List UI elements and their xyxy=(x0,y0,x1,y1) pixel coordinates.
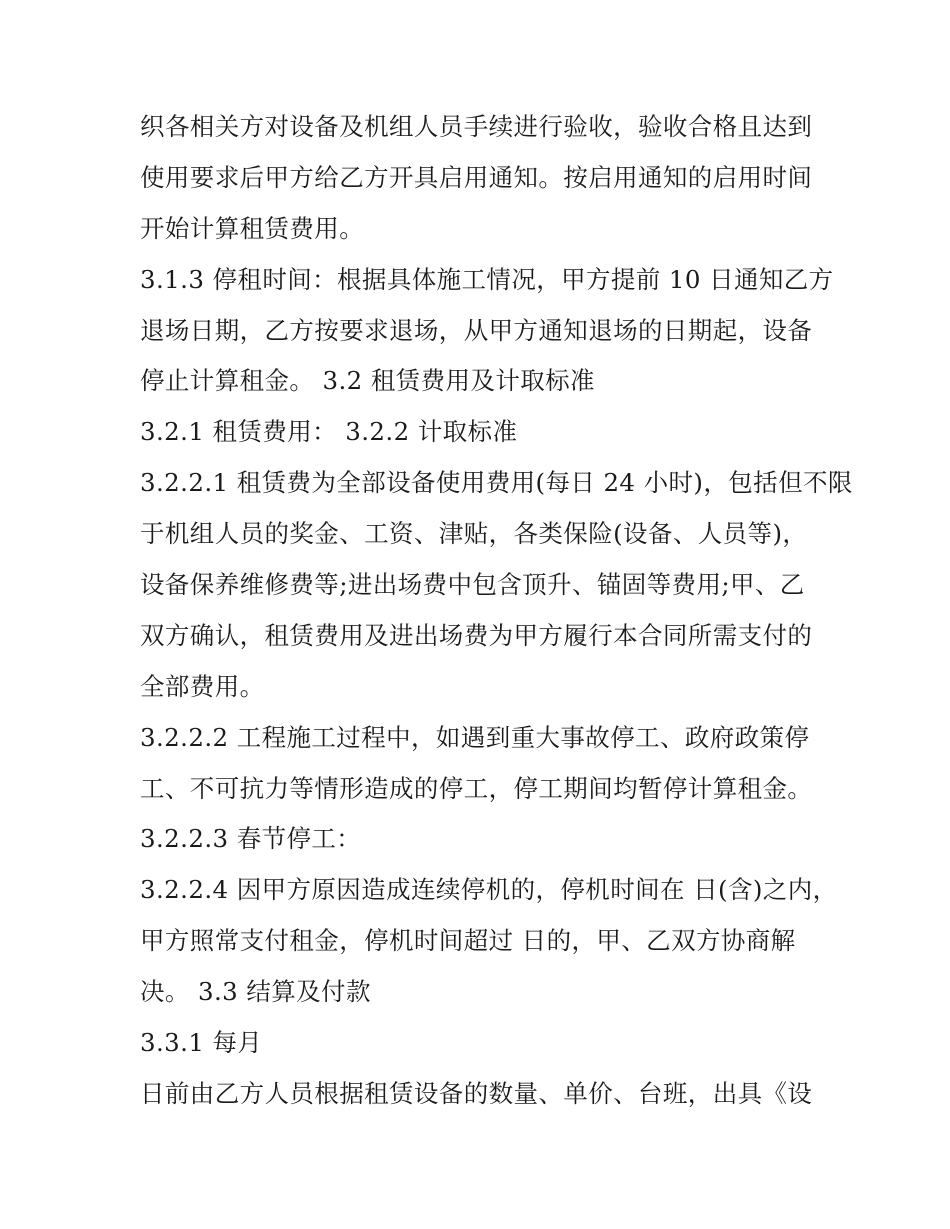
text-line: 决。 3.3 结算及付款 xyxy=(140,977,371,1007)
contract-body-text xyxy=(140,102,853,1120)
text-line: 3.2.2.1 租赁费为全部设备使用费用(每日 24 小时)，包括但不限 xyxy=(140,468,853,498)
text-line: 3.2.2.3 春节停工： xyxy=(140,824,362,854)
text-line: 使用要求后甲方给乙方开具启用通知。按启用通知的启用时间 xyxy=(140,162,813,192)
text-line: 3.2.1 租赁费用： 3.2.2 计取标准 xyxy=(140,417,518,447)
text-line: 工、不可抗力等情形造成的停工，停工期间均暂停计算租金。 xyxy=(140,773,813,803)
text-line: 日前由乙方人员根据租赁设备的数量、单价、台班，出具《设 xyxy=(140,1078,813,1108)
text-line: 开始计算租赁费用。 xyxy=(140,213,365,243)
text-line: 甲方照常支付租金，停机时间超过 日的，甲、乙双方协商解 xyxy=(140,926,796,956)
text-line: 织各相关方对设备及机组人员手续进行验收，验收合格且达到 xyxy=(140,112,813,141)
text-line: 双方确认，租赁费用及进出场费为甲方履行本合同所需支付的 xyxy=(140,620,813,650)
text-line: 3.1.3 停租时间：根据具体施工情况，甲方提前 10 日通知乙方 xyxy=(140,264,834,294)
text-line: 于机组人员的奖金、工资、津贴，各类保险(设备、人员等)， xyxy=(140,519,808,549)
text-line: 全部费用。 xyxy=(140,671,265,701)
text-line: 3.3.1 每月 xyxy=(140,1028,263,1058)
text-line: 3.2.2.2 工程施工过程中，如遇到重大事故停工、政府政策停 xyxy=(140,722,810,752)
text-line: 停止计算租金。 3.2 租赁费用及计取标准 xyxy=(140,366,595,396)
text-line: 设备保养维修费等;进出场费中包含顶升、锚固等费用;甲、乙 xyxy=(140,570,805,600)
text-line: 3.2.2.4 因甲方原因造成连续停机的，停机时间在 日(含)之内， xyxy=(140,875,838,905)
text-line: 退场日期，乙方按要求退场，从甲方通知退场的日期起，设备 xyxy=(140,315,813,345)
